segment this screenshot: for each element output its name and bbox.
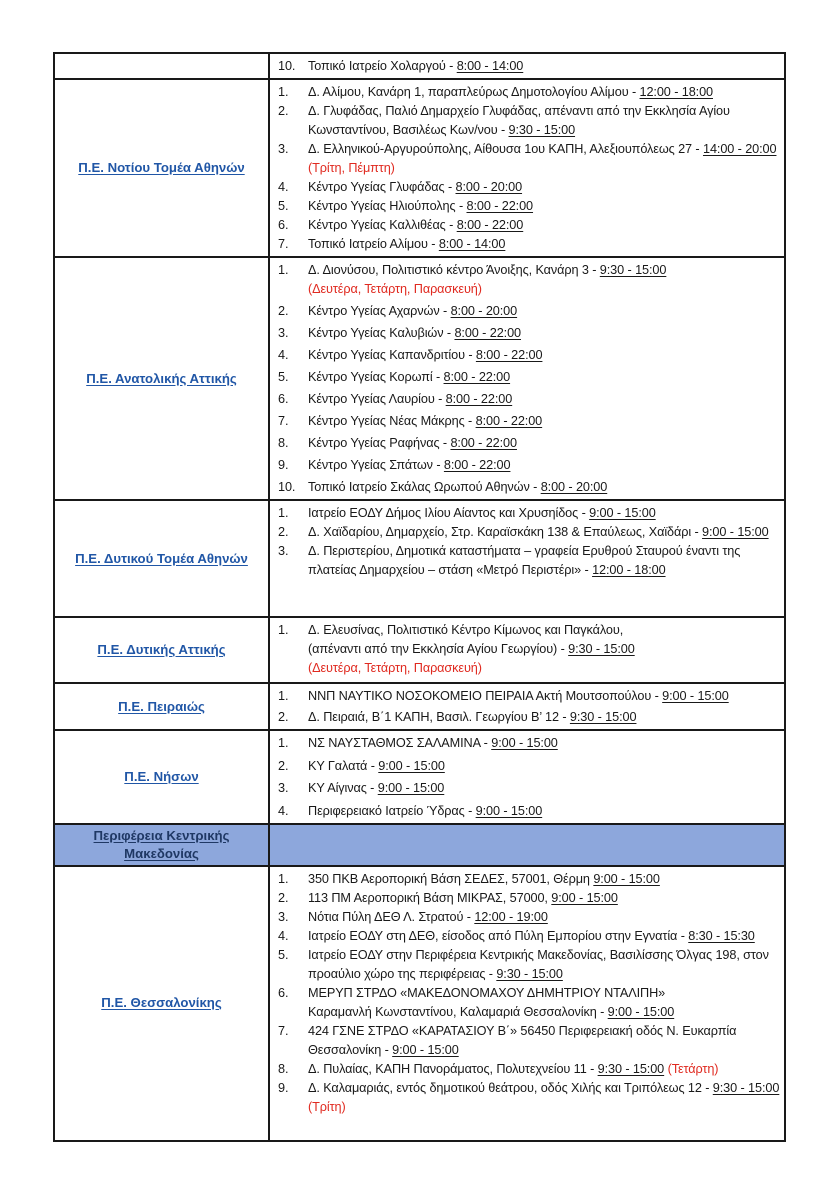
item-text (308, 734, 780, 753)
region-link[interactable]: Π.Ε. Δυτικής Αττικής (97, 642, 226, 657)
item-number: 4. (278, 348, 289, 362)
time-range: 9:00 - 15:00 (475, 803, 543, 818)
item-text (308, 390, 780, 409)
facility-text: 350 ΠΚΒ Αεροπορική Βάση ΣΕΔΕΣ, 57001, Θέρμη (308, 871, 594, 886)
facility-text: Κέντρο Υγείας Καλλιθέας - (308, 218, 457, 232)
facility-text: Δ. Διονύσου, Πολιτιστικό κέντρο Άνοιξης, Κανάρη 3 - (308, 263, 600, 277)
facility-text: Δ. Χαϊδαρίου, Δημαρχείο, Στρ. Καραϊσκάκη 138 & Επαύλεως, Χαϊδάρι - (308, 525, 703, 539)
facility-text: 424 ΓΣΝΕ ΣΤΡΔΟ «ΚΑΡΑΤΑΣΙΟΥ Β΄» 56450 Περιφερειακή οδός Ν. Ευκαρπία Θεσσαλονίκη - (308, 1023, 737, 1057)
time-range: 9:00 - 15:00 (702, 525, 769, 539)
item-text (308, 346, 780, 365)
time-range: 8:00 - 22:00 (475, 348, 543, 362)
item-number: 2. (278, 758, 289, 773)
item-number: 5. (278, 199, 289, 213)
facility-text: (απέναντι από την Εκκλησία Αγίου Γεωργίου) - (308, 642, 569, 656)
facility-text: Κέντρο Υγείας Καπανδριτίου - (308, 348, 476, 362)
item-number: 2. (278, 710, 289, 724)
items-cell (270, 258, 784, 499)
facility-text: Καραμανλή Κωνσταντίνου, Καλαμαριά Θεσσαλονίκη - (308, 1004, 608, 1019)
list-item (278, 216, 780, 235)
items-cell (270, 54, 784, 78)
facility-text: Δ. Αλίμου, Κανάρη 1, παραπλεύρως Δημοτολογίου Αλίμου - (308, 85, 640, 99)
region-link[interactable]: Π.Ε. Δυτικού Τομέα Αθηνών (75, 550, 248, 566)
item-text (308, 216, 780, 235)
time-range: 14:00 - 20:00 (702, 142, 777, 156)
item-text (308, 302, 780, 321)
list-item (278, 478, 780, 497)
time-range: 8:00 - 22:00 (456, 218, 524, 232)
facility-text: Ιατρείο ΕΟΔΥ στη ΔΕΘ, είσοδος από Πύλη Εμπορίου στην Εγνατία - (308, 928, 689, 943)
region-cell (55, 501, 270, 616)
time-range: 8:00 - 20:00 (450, 304, 518, 318)
item-text (308, 478, 780, 497)
time-range: 9:00 - 15:00 (378, 758, 445, 773)
item-number: 1. (278, 689, 289, 703)
item-text (308, 542, 780, 580)
list-item (278, 757, 780, 776)
region-cell (55, 731, 270, 823)
time-range: 9:30 - 15:00 (568, 642, 635, 656)
item-text (308, 927, 780, 946)
item-number: 3. (278, 909, 289, 924)
days-note: (Δευτέρα, Τετάρτη, Παρασκευή) (308, 282, 482, 296)
item-number: 1. (278, 623, 289, 637)
list-item (278, 346, 780, 365)
time-range: 8:00 - 22:00 (445, 392, 513, 406)
item-number: 8. (278, 1061, 289, 1076)
item-text (308, 802, 780, 821)
list-item (278, 102, 780, 140)
list-item (278, 984, 780, 1022)
facility-text: ΚΥ Γαλατά - (308, 758, 379, 773)
time-range: 9:30 - 15:00 (597, 1061, 665, 1076)
item-number: 4. (278, 180, 289, 194)
item-text (308, 889, 780, 908)
item-text (308, 870, 780, 889)
time-range: 12:00 - 19:00 (474, 909, 548, 924)
time-range: 8:00 - 14:00 (438, 237, 506, 251)
table-row (55, 256, 784, 499)
facility-text: Κέντρο Υγείας Σπάτων - (308, 458, 444, 472)
item-number: 6. (278, 218, 289, 232)
item-number: 4. (278, 803, 289, 818)
list-item (278, 708, 780, 727)
item-text (308, 523, 780, 542)
region-link[interactable]: Π.Ε. Νήσων (124, 768, 199, 784)
region-link[interactable]: Π.Ε. Πειραιώς (118, 698, 205, 714)
region-cell (55, 684, 270, 729)
facility-text: ΚΥ Αίγινας - (308, 781, 378, 795)
items-cell (270, 501, 784, 616)
facility-text: Δ. Πυλαίας, ΚΑΠΗ Πανοράματος, Πολυτεχνείου 11 - (308, 1061, 598, 1076)
item-number: 6. (278, 985, 289, 1000)
time-range: 9:00 - 15:00 (662, 689, 729, 703)
table-row (55, 865, 784, 1140)
items-cell (270, 618, 784, 682)
list-item (278, 324, 780, 343)
time-range: 9:30 - 15:00 (496, 966, 563, 981)
section-header-link[interactable]: Περιφέρεια Κεντρικής Μακεδονίας (93, 827, 230, 861)
time-range: 8:00 - 22:00 (475, 414, 543, 428)
time-range: 8:00 - 14:00 (456, 59, 524, 73)
time-range: 9:00 - 15:00 (551, 890, 618, 905)
time-range: 8:00 - 20:00 (455, 180, 523, 194)
facility-text: Κέντρο Υγείας Ραφήνας - (308, 436, 451, 450)
time-range: 8:00 - 22:00 (466, 199, 534, 213)
facility-text: 113 ΠΜ Αεροπορική Βάση ΜΙΚΡΑΣ, 57000, (308, 890, 552, 905)
list-item (278, 302, 780, 321)
list-item (278, 687, 780, 706)
days-note: (Τετάρτη) (664, 1061, 719, 1076)
facility-text: ΜΕΡΥΠ ΣΤΡΔΟ «ΜΑΚΕΔΟΝΟΜΑΧΟΥ ΔΗΜΗΤΡΙΟΥ ΝΤΑΛΙΠΗ» (308, 985, 666, 1000)
item-number: 10. (278, 480, 296, 494)
table-row (55, 729, 784, 823)
time-range: 9:00 - 15:00 (607, 1004, 675, 1019)
list-item (278, 235, 780, 254)
list-item (278, 542, 780, 580)
item-number: 1. (278, 506, 289, 520)
facility-text: Κέντρο Υγείας Ηλιούπολης - (308, 199, 467, 213)
list-item (278, 523, 780, 542)
item-number: 3. (278, 326, 289, 340)
facility-text: Δ. Καλαμαριάς, εντός δημοτικού θεάτρου, οδός Χιλής και Τριπόλεως 12 - (308, 1080, 713, 1095)
time-range: 9:00 - 15:00 (491, 736, 558, 750)
item-text (308, 412, 780, 431)
items-cell (270, 80, 784, 256)
list-item (278, 368, 780, 387)
item-number: 4. (278, 928, 289, 943)
item-text (308, 946, 780, 984)
facility-text: Κέντρο Υγείας Νέας Μάκρης - (308, 414, 476, 428)
time-range: 9:00 - 15:00 (392, 1042, 459, 1057)
item-text (308, 1022, 780, 1060)
list-item (278, 1079, 780, 1117)
list-item (278, 434, 780, 453)
item-text (308, 708, 780, 727)
list-item (278, 946, 780, 984)
region-cell (55, 54, 270, 78)
item-text (308, 456, 780, 475)
list-item (278, 927, 780, 946)
item-text (308, 1079, 780, 1117)
facility-text: Κέντρο Υγείας Κορωπί - (308, 370, 444, 384)
item-text (308, 621, 780, 678)
item-text (308, 1060, 780, 1079)
item-number: 2. (278, 525, 289, 539)
time-range: 8:00 - 22:00 (443, 370, 511, 384)
time-range: 8:00 - 22:00 (443, 458, 511, 472)
item-number: 3. (278, 544, 289, 558)
region-cell (55, 867, 270, 1140)
facility-text: Κέντρο Υγείας Γλυφάδας - (308, 180, 456, 194)
item-text (308, 102, 780, 140)
item-text (308, 324, 780, 343)
list-item (278, 802, 780, 821)
table-row (55, 499, 784, 616)
list-item (278, 178, 780, 197)
time-range: 9:00 - 15:00 (589, 506, 656, 520)
facility-text: Κέντρο Υγείας Καλυβιών - (308, 326, 455, 340)
facility-text: ΝΣ ΝΑΥΣΤΑΘΜΟΣ ΣΑΛΑΜΙΝΑ - (308, 736, 492, 750)
region-cell (55, 618, 270, 682)
item-number: 7. (278, 1023, 289, 1038)
list-item (278, 261, 780, 299)
time-range: 8:30 - 15:30 (688, 928, 755, 943)
item-number: 3. (278, 781, 289, 795)
item-text (308, 57, 780, 76)
item-text (308, 984, 780, 1022)
item-number: 1. (278, 736, 289, 750)
time-range: 9:30 - 15:00 (569, 710, 637, 724)
item-number: 1. (278, 263, 289, 277)
item-number: 9. (278, 458, 289, 472)
time-range: 9:00 - 15:00 (593, 871, 660, 886)
list-item (278, 390, 780, 409)
facility-text: Τοπικό Ιατρείο Σκάλας Ωρωπού Αθηνών - (308, 480, 541, 494)
facility-text: Τοπικό Ιατρείο Χολαργού - (308, 59, 457, 73)
item-text (308, 757, 780, 776)
item-text (308, 140, 780, 178)
schedule-table (53, 52, 786, 1142)
item-text (308, 434, 780, 453)
region-link[interactable]: Π.Ε. Ανατολικής Αττικής (86, 370, 237, 386)
list-item (278, 870, 780, 889)
list-item (278, 779, 780, 798)
items-cell (270, 825, 784, 865)
list-item (278, 197, 780, 216)
facility-text: Δ. Γλυφάδας, Παλιό Δημαρχείο Γλυφάδας, απέναντι από την Εκκλησία Αγίου Κωνσταντίνου, Βασιλέως Κων/νου - (308, 104, 730, 137)
time-range: 12:00 - 18:00 (592, 563, 666, 577)
item-number: 2. (278, 890, 289, 905)
time-range: 8:00 - 20:00 (540, 480, 608, 494)
item-number: 1. (278, 871, 289, 886)
item-number: 7. (278, 237, 289, 251)
facility-text: Ιατρείο ΕΟΔΥ Δήμος Ιλίου Αίαντος και Χρυσηίδος - (308, 506, 590, 520)
facility-text: Τοπικό Ιατρείο Αλίμου - (308, 237, 439, 251)
days-note: (Τρίτη, Πέμπτη) (308, 161, 395, 175)
facility-text: Κέντρο Υγείας Αχαρνών - (308, 304, 451, 318)
item-number: 2. (278, 304, 289, 318)
region-cell (55, 258, 270, 499)
item-number: 9. (278, 1080, 289, 1095)
table-row (55, 682, 784, 729)
days-note: (Δευτέρα, Τετάρτη, Παρασκευή) (308, 661, 482, 675)
list-item (278, 83, 780, 102)
list-item (278, 889, 780, 908)
item-text (308, 261, 780, 299)
table-row (55, 823, 784, 865)
list-item (278, 1060, 780, 1079)
items-cell (270, 731, 784, 823)
list-item (278, 412, 780, 431)
item-text (308, 687, 780, 706)
items-cell (270, 867, 784, 1140)
facility-text: Κέντρο Υγείας Λαυρίου - (308, 392, 446, 406)
facility-text: Ιατρείο ΕΟΔΥ στην Περιφέρεια Κεντρικής Μακεδονίας, Βασιλίσσης Όλγας 198, στον προαύλιο χώρο της περιφέρειας - (308, 947, 769, 981)
item-number: 1. (278, 85, 289, 99)
item-number: 5. (278, 370, 289, 384)
facility-text: Νότια Πύλη ΔΕΘ Λ. Στρατού - (308, 909, 475, 924)
item-number: 8. (278, 436, 289, 450)
facility-text: Δ. Πειραιά, Β΄1 ΚΑΠΗ, Βασιλ. Γεωργίου Β’ 12 - (308, 710, 570, 724)
region-link[interactable]: Π.Ε. Θεσσαλονίκης (101, 995, 222, 1010)
table-row (55, 54, 784, 78)
time-range: 8:00 - 22:00 (454, 326, 521, 340)
list-item (278, 621, 780, 678)
time-range: 9:00 - 15:00 (377, 781, 445, 795)
list-item (278, 140, 780, 178)
list-item (278, 734, 780, 753)
time-range: 12:00 - 18:00 (639, 85, 713, 99)
facility-text: Δ. Ελευσίνας, Πολιτιστικό Κέντρο Κίμωνος και Παγκάλου, (308, 623, 624, 637)
time-range: 9:30 - 15:00 (712, 1080, 780, 1095)
time-range: 9:30 - 15:00 (508, 123, 576, 137)
items-cell (270, 684, 784, 729)
item-number: 10. (278, 59, 296, 73)
list-item (278, 57, 780, 76)
item-text (308, 178, 780, 197)
region-cell (55, 80, 270, 256)
facility-text: Δ. Ελληνικού-Αργυρούπολης, Αίθουσα 1ου ΚΑΠΗ, Αλεξιουπόλεως 27 - (308, 142, 703, 156)
list-item (278, 1022, 780, 1060)
facility-text: ΝΝΠ ΝΑΥΤΙΚΟ ΝΟΣΟΚΟΜΕΙΟ ΠΕΙΡΑΙΑ Ακτή Μουτσοπούλου - (308, 689, 663, 703)
item-text (308, 83, 780, 102)
item-number: 2. (278, 104, 289, 118)
item-text (308, 779, 780, 798)
time-range: 8:00 - 22:00 (450, 436, 517, 450)
region-cell (55, 825, 270, 865)
item-number: 6. (278, 392, 289, 406)
facility-text: Δ. Περιστερίου, Δημοτικά καταστήματα – γραφεία Ερυθρού Σταυρού έναντι της πλατείας Δημαρχείου – στάση «Μετρό Περιστέρι» - (308, 544, 741, 577)
item-number: 7. (278, 414, 289, 428)
list-item (278, 908, 780, 927)
table-row (55, 78, 784, 256)
days-note: (Τρίτη) (308, 1099, 346, 1114)
time-range: 9:30 - 15:00 (599, 263, 667, 277)
item-text (308, 197, 780, 216)
item-text (308, 368, 780, 387)
region-link[interactable]: Π.Ε. Νοτίου Τομέα Αθηνών (78, 160, 245, 175)
item-number: 5. (278, 947, 289, 962)
facility-text: Περιφερειακό Ιατρείο Ύδρας - (308, 803, 476, 818)
list-item (278, 456, 780, 475)
table-row (55, 616, 784, 682)
list-item (278, 504, 780, 523)
item-number: 3. (278, 142, 289, 156)
item-text (308, 235, 780, 254)
item-text (308, 908, 780, 927)
item-text (308, 504, 780, 523)
